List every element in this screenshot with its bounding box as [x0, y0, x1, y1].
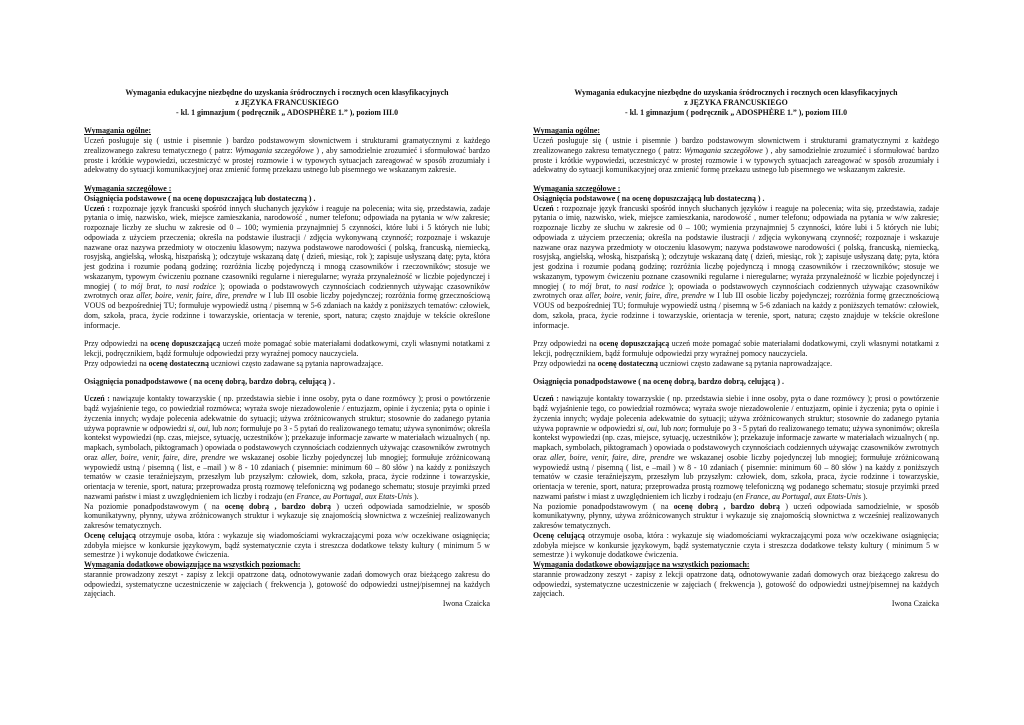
above-basic-heading: Osiągnięcia ponadpodstawowe ( na ocenę dobrą, bardzo dobrą, celującą ) . — [84, 376, 335, 386]
document-title — [533, 88, 939, 117]
general-requirements-text: Uczeń posługuje się ( ustnie i pisemnie ) bardzo podstawowym słownictwem i strukturami gramatycznymi z każdego zrealizowanego zakresu tematycznego ( patrz: Wymagania szczegółowe ) , aby samodzielnie zrozumieć i sformułować bardzo proste i krótkie wypowiedzi, uczestniczyć w prostej rozmowie i w typowych sytuacjach zareagować w sposób zrozumiały i adekwatny do sytuacji komunikacyjnej oraz zmienić formę przekazu ustnego lub pisemnego we wskazanym zakresie. — [84, 136, 491, 175]
above-basic-level-note: Na poziomie ponadpodstawowym ( na ocenę dobrą , bardzo dobrą ) uczeń odpowiada samodzielnie, w sposób komunikatywny, płynny, używa zróżnicowanych struktur i wykazuje się znajomością słownictwa z wcześniej realizowanych zakresów tematycznych. — [84, 501, 490, 530]
detailed-requirements-heading: Wymagania szczegółowe : — [533, 184, 621, 193]
above-basic-text: Uczeń : nawiązuje kontakty towarzyskie ( np. przedstawia siebie i inne osoby, pyta o dane rozmówcy ); prosi o powtórzenie bądź wyjaśnienie tego, co powiedział rozmówca; wyraża swoje niezadowolenie / entuzjazm, opinie i życzenia; pyta o opinie i życzenia innych; wydaje polecenia adekwatnie do sytuacji; używa zróżnicowanych struktur; stosownie do zadanego pytania używa poprawnie w odpowiedzi si, oui, lub non; formułuje po 3 - 5 pytań do realizowanego tematu; używa synonimów; określa kontekst wypowiedzi (np. czas, miejsce, sytuację, uczestników ); przekazuje informacje zawarte w materiałach wizualnych ( np. mapkach, symbolach, piktogramach ) opowiada o podstawowych czynnościach codziennych używając czasowników zwrotnych oraz aller, boire, venir, faire, dire, prendre we wskazanej osobie liczby pojedynczej lub mnogiej; formułuje zróżnicowaną wypowiedź ustną / pisemną ( list, e –mail ) w 8 - 10 zdaniach ( pisemnie: minimum 60 – 80 słów ) na każdy z poniższych tematów w czasie teraźniejszym, przeszłym lub przyszłym: człowiek, dom, szkoła, praca, życie rodzinne i towarzyskie, orientacja w terenie, sport, natura; przeprowadza prostą rozmowę telefoniczną wg podanego schematu; stosuje przyimki przed nazwami państw i miast z uwzględnieniem ich liczby i rodzaju (en France, au Portugal, aux Etats-Unis ). — [533, 394, 940, 501]
basic-achievements-text: Uczeń : rozpoznaje język francuski spośród innych słuchanych języków i reaguje na polecenia; wita się, przedstawia, zadaje pytania o imię, nazwisko, wiek, miejsce zamieszkania, narodowość , numer telefonu; odpowiada na pytania w w/w zakresie; rozpoznaje liczby ze słuchu w zakresie od 0 – 100; wymienia przynajmniej 5 czynności, które lubi i 5 których nie lubi; odpowiada z użyciem przeczenia; określa na podstawie ilustracji / zdjęcia wykonywaną czynność; rozpoznaje i wskazuje nazwane oraz nazywa przedmioty w otoczeniu klasowym; nazywa podstawowe narodowości ( polską, francuską, niemiecką, rosyjską, angielską, włoską, hiszpańską ); odczytuje wskazaną datę ( dzień, miesiąc, rok ); zapisuje usłyszaną datę; pyta, która jest godzina i rozumie podaną godzinę; rozróżnia liczbę pojedynczą i mnogą czasowników i rzeczowników; stosuje we wskazanym, typowym ćwiczeniu poznane czasowniki regularne i nieregularne; wyraża przynależność w liczbie pojedynczej i mnogiej ( to mój brat, to nasi rodzice ); opowiada o podstawowych czynnościach codziennych używając czasowników zwrotnych oraz aller, boire, venir, faire, dire, prendre w I lub III osobie liczby pojedynczej; rozróżnia formę grzecznościową VOUS od bezpośredniej TU; formułuje wypowiedź ustną / pisemną w 5-6 zdaniach na każdy z poniższych tematów: człowiek, dom, szkoła, praca, życie rodzinne i towarzyskie, orientacja w terenie, sport, natura; często znajduje w tekście określone informacje. — [533, 203, 939, 330]
general-requirements-text: Uczeń posługuje się ( ustnie i pisemnie ) bardzo podstawowym słownictwem i strukturami gramatycznymi z każdego zrealizowanego zakresu tematycznego ( patrz: Wymagania szczegółowe ) , aby samodzielnie zrozumieć i sformułować bardzo proste i krótkie wypowiedzi, uczestniczyć w prostej rozmowie i w typowych sytuacjach zareagować w sposób zrozumiały i adekwatny do sytuacji komunikacyjnej oraz zmienić formę przekazu ustnego lub pisemnego we wskazanym zakresie. — [533, 136, 940, 175]
title-line-2: z JĘZYKA FRANCUSKIEGO — [684, 97, 788, 107]
detailed-requirements-heading: Wymagania szczegółowe : — [84, 184, 172, 193]
grade-help-note-2: Przy odpowiedzi na ocenę dostateczną uczniowi często zadawane są pytania naprowadzające. — [533, 358, 833, 368]
title-line-2: z JĘZYKA FRANCUSKIEGO — [235, 97, 339, 107]
above-basic-text: Uczeń : nawiązuje kontakty towarzyskie ( np. przedstawia siebie i inne osoby, pyta o dane rozmówcy ); prosi o powtórzenie bądź wyjaśnienie tego, co powiedział rozmówca; wyraża swoje niezadowolenie / entuzjazm, opinie i życzenia; pyta o opinie i życzenia innych; wydaje polecenia adekwatnie do sytuacji; używa zróżnicowanych struktur; stosownie do zadanego pytania używa poprawnie w odpowiedzi si, oui, lub non; formułuje po 3 - 5 pytań do realizowanego tematu; używa synonimów; określa kontekst wypowiedzi (np. czas, miejsce, sytuację, uczestników ); przekazuje informacje zawarte w materiałach wizualnych ( np. mapkach, symbolach, piktogramach ) opowiada o podstawowych czynnościach codziennych używając czasowników zwrotnych oraz aller, boire, venir, faire, dire, prendre we wskazanej osobie liczby pojedynczej lub mnogiej; formułuje zróżnicowaną wypowiedź ustną / pisemną ( list, e –mail ) w 8 - 10 zdaniach ( pisemnie: minimum 60 – 80 słów ) na każdy z poniższych tematów w czasie teraźniejszym, przeszłym lub przyszłym: człowiek, dom, szkoła, praca, życie rodzinne i towarzyskie, orientacja w terenie, sport, natura; przeprowadza prostą rozmowę telefoniczną wg podanego schematu; stosuje przyimki przed nazwami państw i miast z uwzględnieniem ich liczby i rodzaju (en France, au Portugal, aux Etats-Unis ). — [84, 394, 491, 501]
basic-achievements-heading: Osiągnięcia podstawowe ( na ocenę dopuszczającą lub dostateczną ) . — [84, 193, 316, 203]
basic-achievements-heading: Osiągnięcia podstawowe ( na ocenę dopuszczającą lub dostateczną ) . — [533, 193, 765, 203]
document-page-right — [533, 88, 939, 609]
general-requirements-heading: Wymagania ogólne: — [84, 126, 151, 136]
extra-requirements-heading: Wymagania dodatkowe obowiązujące na wszystkich poziomach: — [533, 560, 750, 569]
grade-help-note-2: Przy odpowiedzi na ocenę dostateczną uczniowi często zadawane są pytania naprowadzające. — [84, 358, 384, 368]
document-title — [84, 88, 490, 117]
excellent-grade-note: Ocenę celującą otrzymuje osoba, która : wykazuje się wiadomościami wykraczającymi poza w/w oczekiwane osiągnięcia; zdobyła miejsce w konkursie językowym, bądź systematycznie czyta i streszcza dodatkowe teksty kultury ( minimum 5 w semestrze ) i wykonuje dodatkowe ćwiczenia. — [84, 530, 490, 560]
extra-requirements-text: starannie prowadzony zeszyt - zapisy z lekcji opatrzone datą, odnotowywanie zadań domowych oraz bieżącego zakresu do odpowiedzi, systematyczne uczestniczenie w zajęciach ( frekwencja ), gotowość do odpowiedzi ustnej/pisemnej na każdych zajęciach. — [84, 569, 490, 599]
above-basic-heading: Osiągnięcia ponadpodstawowe ( na ocenę dobrą, bardzo dobrą, celującą ) . — [533, 376, 784, 386]
basic-achievements-text: Uczeń : rozpoznaje język francuski spośród innych słuchanych języków i reaguje na polecenia; wita się, przedstawia, zadaje pytania o imię, nazwisko, wiek, miejsce zamieszkania, narodowość , numer telefonu; odpowiada na pytania w w/w zakresie; rozpoznaje liczby ze słuchu w zakresie od 0 – 100; wymienia przynajmniej 5 czynności, które lubi i 5 których nie lubi; odpowiada z użyciem przeczenia; określa na podstawie ilustracji / zdjęcia wykonywaną czynność; rozpoznaje i wskazuje nazwane oraz nazywa przedmioty w otoczeniu klasowym; nazywa podstawowe narodowości ( polską, francuską, niemiecką, rosyjską, angielską, włoską, hiszpańską ); odczytuje wskazaną datę ( dzień, miesiąc, rok ); zapisuje usłyszaną datę; pyta, która jest godzina i rozumie podaną godzinę; rozróżnia liczbę pojedynczą i mnogą czasowników i rzeczowników; stosuje we wskazanym, typowym ćwiczeniu poznane czasowniki regularne i nieregularne; wyraża przynależność w liczbie pojedynczej i mnogiej ( to mój brat, to nasi rodzice ); opowiada o podstawowych czynnościach codziennych używając czasowników zwrotnych oraz aller, boire, venir, faire, dire, prendre w I lub III osobie liczby pojedynczej; rozróżnia formę grzecznościową VOUS od bezpośredniej TU; formułuje wypowiedź ustną / pisemną w 5-6 zdaniach na każdy z poniższych tematów: człowiek, dom, szkoła, praca, życie rodzinne i towarzyskie, orientacja w terenie, sport, natura; często znajduje w tekście określone informacje. — [84, 203, 490, 330]
title-line-1: Wymagania edukacyjne niezbędne do uzyskania śródrocznych i rocznych ocen klasyfikacyjnych — [125, 88, 449, 97]
author-signature: Iwona Czaicka — [891, 599, 939, 608]
title-line-1: Wymagania edukacyjne niezbędne do uzyskania śródrocznych i rocznych ocen klasyfikacyjnych — [574, 88, 898, 97]
excellent-grade-note: Ocenę celującą otrzymuje osoba, która : wykazuje się wiadomościami wykraczającymi poza w/w oczekiwane osiągnięcia; zdobyła miejsce w konkursie językowym, bądź systematycznie czyta i streszcza dodatkowe teksty kultury ( minimum 5 w semestrze ) i wykonuje dodatkowe ćwiczenia. — [533, 530, 939, 560]
general-requirements-heading: Wymagania ogólne: — [533, 126, 600, 136]
extra-requirements-heading: Wymagania dodatkowe obowiązujące na wszystkich poziomach: — [84, 560, 301, 569]
document-page-left — [84, 88, 490, 609]
grade-help-note: Przy odpowiedzi na ocenę dopuszczającą uczeń może pomagać sobie materiałami dodatkowymi, czyli własnymi notatkami z lekcji, podręcznikiem, bądź formułuje odpowiedzi przy wyraźnej pomocy nauczyciela. — [84, 339, 490, 358]
grade-help-note: Przy odpowiedzi na ocenę dopuszczającą uczeń może pomagać sobie materiałami dodatkowymi, czyli własnymi notatkami z lekcji, podręcznikiem, bądź formułuje odpowiedzi przy wyraźnej pomocy nauczyciela. — [533, 339, 939, 358]
title-line-3: - kl. 1 gimnazjum ( podręcznik „ ADOSPHÈRE 1.” ), poziom III.0 — [624, 107, 848, 117]
author-signature: Iwona Czaicka — [442, 599, 490, 608]
title-line-3: - kl. 1 gimnazjum ( podręcznik „ ADOSPHÈRE 1.” ), poziom III.0 — [175, 107, 399, 117]
extra-requirements-text: starannie prowadzony zeszyt - zapisy z lekcji opatrzone datą, odnotowywanie zadań domowych oraz bieżącego zakresu do odpowiedzi, systematyczne uczestniczenie w zajęciach ( frekwencja ), gotowość do odpowiedzi ustnej/pisemnej na każdych zajęciach. — [533, 569, 939, 599]
above-basic-level-note: Na poziomie ponadpodstawowym ( na ocenę dobrą , bardzo dobrą ) uczeń odpowiada samodzielnie, w sposób komunikatywny, płynny, używa zróżnicowanych struktur i wykazuje się znajomością słownictwa z wcześniej realizowanych zakresów tematycznych. — [533, 501, 939, 530]
